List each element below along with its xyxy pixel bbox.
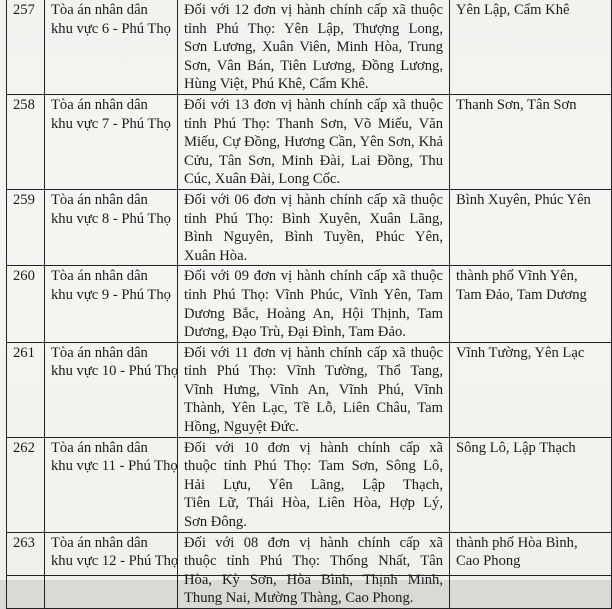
court-name-cell [45, 437, 178, 532]
court-name-cell [45, 94, 178, 189]
row-number-cell [7, 266, 45, 342]
jurisdiction-description-line: Hòa, Kỳ Sơn, Hòa Bình, Thịnh Minh, [184, 571, 443, 588]
jurisdiction-description-line: thuộc tỉnh Phú Thọ: Thống Nhất, Tân [184, 553, 443, 570]
row-number: 263 [13, 534, 35, 551]
cut-off-next-row [6, 575, 611, 586]
jurisdiction-description-line: Tiên Lữ, Thái Hòa, Liên Hòa, Hợp Lý, [184, 495, 443, 512]
court-name-line: Tòa án nhân dân [51, 439, 148, 456]
former-area-line: Vĩnh Tường, Yên Lạc [456, 344, 585, 361]
jurisdiction-description-line: Dương, Đạo Trù, Đại Đình, Tam Đảo. [184, 324, 406, 341]
court-name-cell [45, 342, 178, 437]
former-area-cell [450, 94, 612, 189]
table-row [7, 266, 612, 342]
former-area-cell [450, 0, 612, 94]
row-number-cell [7, 437, 45, 532]
jurisdiction-description-line: Sơn Đông. [184, 514, 247, 531]
jurisdiction-description-line: Đối với 12 đơn vị hành chính cấp xã thuộc [184, 2, 443, 18]
row-number: 257 [13, 2, 35, 18]
jurisdiction-description-line: Cửu, Tân Sơn, Minh Đài, Lai Đồng, Thu [184, 152, 443, 169]
jurisdiction-description-line: Đối với 10 đơn vị hành chính cấp xã [184, 439, 443, 456]
former-area-cell [450, 437, 612, 532]
row-number: 258 [13, 96, 35, 113]
court-name-cell [45, 266, 178, 342]
row-number: 260 [13, 268, 35, 285]
jurisdiction-description-line: Sơn Lương, Xuân Viên, Minh Hòa, Trung [184, 39, 443, 56]
jurisdiction-description-line: thuộc tỉnh Phú Thọ: Tam Sơn, Sông Lô, [184, 458, 443, 475]
row-number-cell [7, 94, 45, 189]
jurisdiction-description-cell [178, 342, 450, 437]
former-area-cell [450, 189, 612, 265]
jurisdiction-description-line: tỉnh Phú Thọ: Yên Lập, Thượng Long, [184, 20, 443, 37]
jurisdiction-description-cell [178, 266, 450, 342]
jurisdiction-description-line: tỉnh Phú Thọ: Bình Xuyên, Xuân Lãng, [184, 210, 443, 227]
former-area-cell [450, 532, 612, 608]
court-name-line: Tòa án nhân dân [51, 534, 148, 551]
jurisdiction-description-line: Miếu, Cự Đồng, Hương Cần, Yên Sơn, Khả [184, 134, 443, 151]
former-area-line: Thanh Sơn, Tân Sơn [456, 96, 577, 113]
table-row [7, 532, 612, 608]
jurisdiction-description-line: Hồng, Nguyệt Đức. [184, 419, 299, 436]
jurisdiction-description-line: Hùng Việt, Phú Khê, Cẩm Khê. [184, 76, 369, 93]
court-name-line: Tòa án nhân dân [51, 268, 148, 285]
court-name-line: khu vực 8 - Phú Thọ [51, 210, 171, 227]
jurisdiction-description-cell [178, 532, 450, 608]
court-jurisdiction-table [6, 0, 612, 609]
row-number-cell [7, 0, 45, 94]
jurisdiction-description-line: Vĩnh Hưng, Vĩnh An, Vĩnh Phú, Vĩnh [184, 381, 443, 398]
jurisdiction-description-line: Sơn, Vân Bán, Tiên Lương, Đồng Lương, [184, 57, 443, 74]
table-row [7, 189, 612, 265]
row-number: 261 [13, 344, 35, 361]
jurisdiction-description-line: tỉnh Phú Thọ: Thanh Sơn, Võ Miếu, Văn [184, 115, 443, 132]
row-number: 262 [13, 439, 35, 456]
court-name-line: khu vực 9 - Phú Thọ [51, 286, 171, 303]
former-area-line: Tam Đảo, Tam Dương [456, 286, 587, 303]
court-name-cell [45, 0, 178, 94]
row-number-cell [7, 532, 45, 608]
former-area-cell [450, 266, 612, 342]
court-name-cell [45, 189, 178, 265]
jurisdiction-description-cell [178, 0, 450, 94]
jurisdiction-description-line: Cúc, Xuân Đài, Long Cốc. [184, 171, 341, 188]
court-name-line: khu vực 7 - Phú Thọ [51, 115, 171, 132]
jurisdiction-description-line: Đối với 08 đơn vị hành chính cấp xã [184, 534, 443, 551]
court-name-cell [45, 532, 178, 608]
former-area-line: thành phố Vĩnh Yên, [456, 268, 578, 285]
jurisdiction-description-line: Xuân Hòa. [184, 247, 248, 264]
court-name-line: Tòa án nhân dân [51, 96, 148, 113]
jurisdiction-description-line: Hải Lựu, Yên Lãng, Lập Thạch, [184, 476, 443, 493]
jurisdiction-description-line: Dương Bắc, Hoàng An, Hội Thịnh, Tam [184, 305, 443, 322]
row-number-cell [7, 342, 45, 437]
former-area-line: Sông Lô, Lập Thạch [456, 439, 576, 456]
table-row [7, 94, 612, 189]
row-number: 259 [13, 191, 35, 208]
court-name-line: Tòa án nhân dân [51, 2, 148, 18]
jurisdiction-description-line: Đối với 06 đơn vị hành chính cấp xã thuộc [184, 191, 443, 208]
former-area-line: Cao Phong [456, 553, 521, 570]
jurisdiction-description-cell [178, 437, 450, 532]
former-area-line: Yên Lập, Cẩm Khê [456, 2, 570, 18]
court-name-line: khu vực 10 - Phú Thọ [51, 363, 179, 380]
court-name-line: Tòa án nhân dân [51, 191, 148, 208]
jurisdiction-description-line: Thành, Yên Lạc, Tề Lỗ, Liên Châu, Tam [184, 400, 443, 417]
table-row [7, 437, 612, 532]
former-area-line: thành phố Hòa Bình, [456, 534, 578, 551]
jurisdiction-description-line: Đối với 13 đơn vị hành chính cấp xã thuộc [184, 96, 443, 113]
jurisdiction-description-line: Đối với 11 đơn vị hành chính cấp xã thuộc [184, 344, 443, 361]
jurisdiction-description-line: Đối với 09 đơn vị hành chính cấp xã thuộc [184, 268, 443, 285]
table-body [7, 0, 612, 609]
jurisdiction-description-line: tỉnh Phú Thọ: Vĩnh Phúc, Vĩnh Yên, Tam [184, 286, 443, 303]
jurisdiction-description-cell [178, 189, 450, 265]
former-area-cell [450, 342, 612, 437]
row-number-cell [7, 189, 45, 265]
court-name-line: khu vực 11 - Phú Thọ [51, 458, 178, 475]
court-name-line: khu vực 12 - Phú Thọ [51, 553, 179, 570]
table-row [7, 0, 612, 94]
jurisdiction-description-line: Thung Nai, Mường Thàng, Cao Phong. [184, 590, 414, 607]
jurisdiction-description-cell [178, 94, 450, 189]
jurisdiction-description-line: tỉnh Phú Thọ: Vĩnh Tường, Thổ Tang, [184, 363, 443, 380]
court-name-line: Tòa án nhân dân [51, 344, 148, 361]
table-row [7, 342, 612, 437]
court-name-line: khu vực 6 - Phú Thọ [51, 20, 171, 37]
former-area-line: Bình Xuyên, Phúc Yên [456, 191, 591, 208]
jurisdiction-description-line: Bình Nguyên, Bình Tuyền, Phúc Yên, [184, 229, 443, 246]
